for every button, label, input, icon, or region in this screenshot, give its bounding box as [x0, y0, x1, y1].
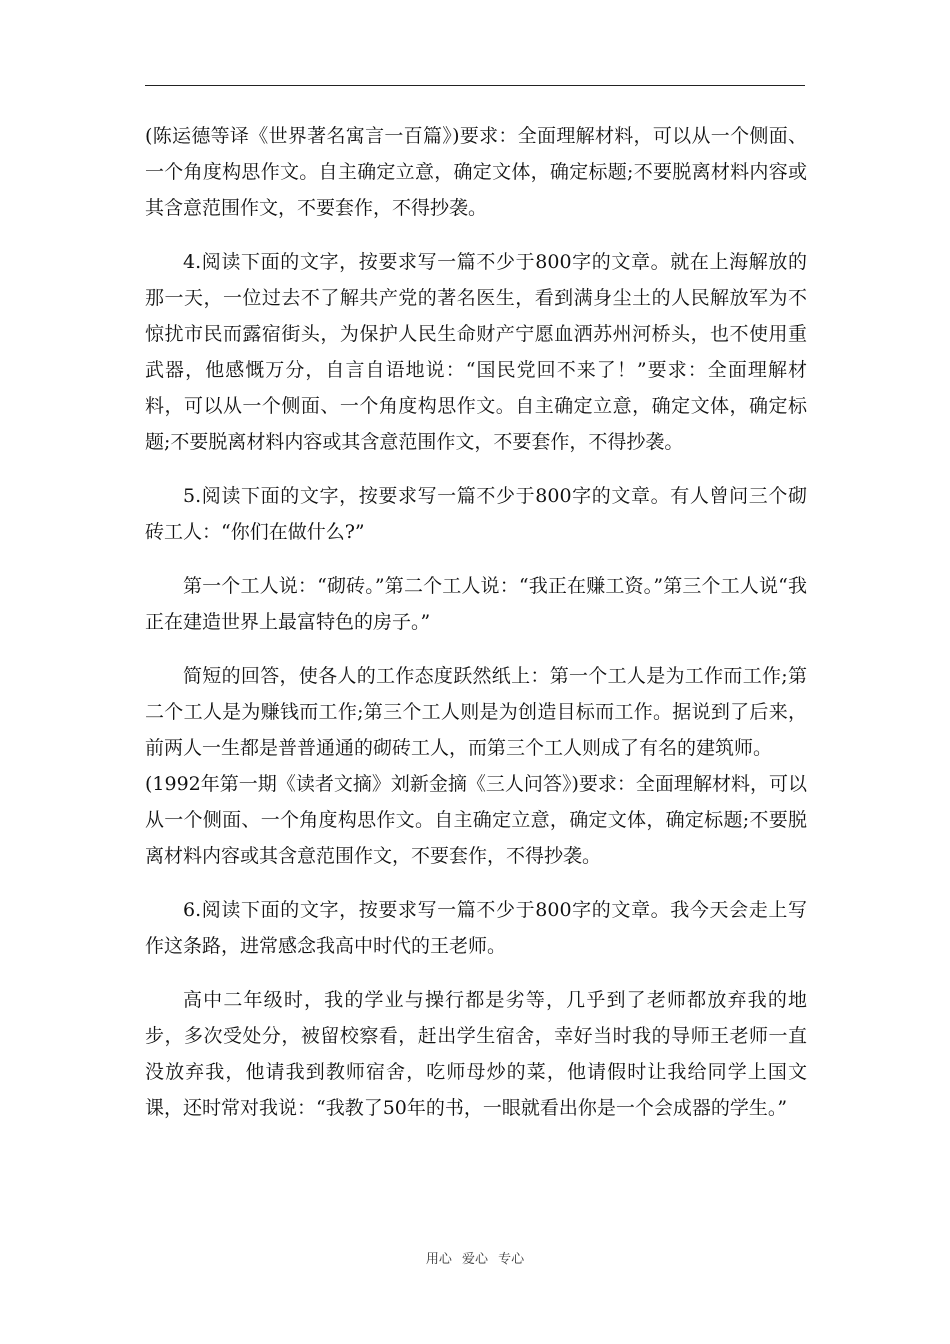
page-footer: 用心 爱心 专心	[425, 1252, 525, 1267]
header-rule	[145, 85, 805, 86]
paragraph-question-6: 6.阅读下面的文字，按要求写一篇不少于800字的文章。我今天会走上写作这条路，进常感念我高中时代的王老师。	[145, 899, 807, 957]
paragraph-continuation: (陈运德等译《世界著名寓言一百篇》)要求：全面理解材料，可以从一个侧面、一个角度构思作文。自主确定立意，确定文体，确定标题;不要脱离材料内容或其含意范围作文，不要套作，不得抄袭。	[145, 125, 807, 219]
paragraph-question-5: 5.阅读下面的文字，按要求写一篇不少于800字的文章。有人曾问三个砌砖工人：“你们在做什么?”	[145, 485, 807, 543]
document-body	[145, 118, 807, 1126]
paragraph-workers-answers: 第一个工人说：“砌砖。”第二个工人说：“我正在赚工资。”第三个工人说“我正在建造世界上最富特色的房子。”	[145, 575, 807, 633]
paragraph-source-requirements: (1992年第一期《读者文摘》刘新金摘《三人问答》)要求：全面理解材料，可以从一个侧面、一个角度构思作文。自主确定立意，确定文体，确定标题;不要脱离材料内容或其含意范围作文，不要套作，不得抄袭。	[145, 773, 807, 867]
paragraph-workers-analysis: 简短的回答，使各人的工作态度跃然纸上：第一个工人是为工作而工作;第二个工人是为赚钱而工作;第三个工人则是为创造目标而工作。据说到了后来，前两人一生都是普普通通的砌砖工人，而第三个工人则成了有名的建筑师。	[145, 665, 807, 759]
paragraph-teacher-story: 高中二年级时，我的学业与操行都是劣等，几乎到了老师都放弃我的地步，多次受处分，被留校察看，赶出学生宿舍，幸好当时我的导师王老师一直没放弃我，他请我到教师宿舍，吃师母炒的菜，他请假时让我给同学上国文课，还时常对我说：“我教了50年的书，一眼就看出你是一个会成器的学生。”	[145, 989, 807, 1119]
paragraph-question-4: 4.阅读下面的文字，按要求写一篇不少于800字的文章。就在上海解放的那一天，一位过去不了解共产党的著名医生，看到满身尘土的人民解放军为不惊扰市民而露宿街头，为保护人民生命财产宁愿血洒苏州河桥头，也不使用重武器，他感慨万分，自言自语地说：“国民党回不来了！”要求：全面理解材料，可以从一个侧面、一个角度构思作文。自主确定立意，确定文体，确定标题;不要脱离材料内容或其含意范围作文，不要套作，不得抄袭。	[145, 251, 807, 453]
